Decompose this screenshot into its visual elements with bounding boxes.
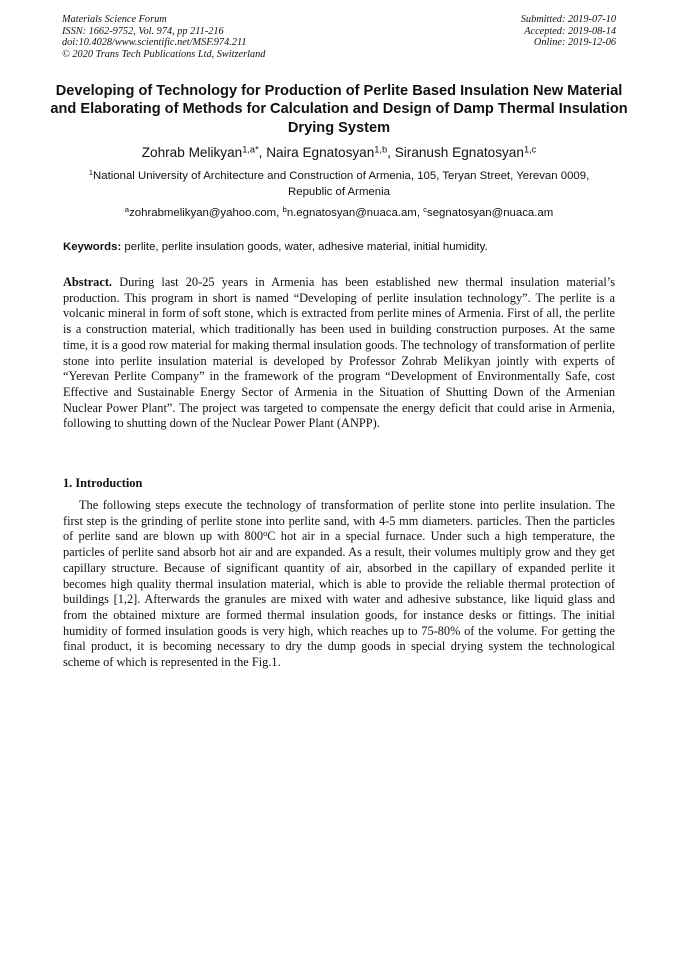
affiliation	[70, 169, 608, 200]
author-separator: ,	[258, 145, 267, 160]
keywords-label: Keywords:	[63, 241, 122, 253]
degree-superscript: o	[263, 529, 268, 539]
email-address[interactable]: segnatosyan@nuaca.am	[427, 207, 554, 219]
affiliation-text: National University of Architecture and Construction of Armenia, 105, Teryan Street, Yerevan 0009, Republic of Armenia	[93, 170, 590, 198]
date-accepted: Accepted: 2019-08-14	[524, 25, 616, 37]
intro-text-part1: The following steps execute the technology of transformation of perlite stone into perlite insulation. The first step is the grinding of perlite stone into perlite sand, with 4-5 mm diameters. particles. Then the particles of perlite sand are blown up with 800	[63, 498, 615, 544]
paper-title: Developing of Technology for Production of Perlite Based Insulation New Material and Elaborating of Methods for Calculation and Design of Damp Thermal Insulation Drying System	[50, 83, 628, 136]
dates-header	[521, 14, 616, 49]
email-address[interactable]: n.egnatosyan@nuaca.am	[286, 207, 417, 219]
author-name: Siranush Egnatosyan	[394, 145, 524, 160]
date-submitted: Submitted: 2019-07-10	[520, 14, 616, 25]
author-list	[50, 144, 628, 162]
author-superscript: 1,a*	[242, 144, 259, 155]
abstract-label: Abstract.	[63, 275, 113, 289]
introduction-paragraph	[63, 498, 615, 671]
author-superscript: 1,b	[374, 144, 388, 155]
affiliation-superscript: 1	[88, 168, 94, 178]
author-name: Zohrab Melikyan	[141, 145, 243, 160]
email-superscript: b	[282, 205, 287, 215]
email-superscript: c	[423, 205, 428, 215]
email-superscript: a	[124, 205, 130, 215]
email-separator: ,	[416, 207, 424, 219]
keywords	[63, 240, 615, 255]
journal-doi[interactable]: doi:10.4028/www.scientific.net/MSF.974.211	[62, 37, 247, 49]
author-name: Naira Egnatosyan	[266, 145, 375, 160]
journal-name: Materials Science Forum	[62, 14, 167, 25]
intro-text-part2: C hot air in a special furnace. Under such a high temperature, the particles of perlite sand absorb hot air and are expanded. As a result, their volumes multiply grow and they get capillary structure. Because of significant quantity of air, absorbed in the capillary of expanded perlite it becomes high quality thermal insulation material, which is able to provide the reliable thermal protection of buildings [1,2]. Afterwards the granules are mixed with water and adhesive substance, like liquid glass and from the obtained mixture are formed thermal insulation goods, for instance desks or fittings. The initial humidity of formed insulation goods is very high, which reaches up to 75-80% of the volume. For getting the final product, it is becoming necessary to dry the dump goods in special drying system the technological scheme of which is represented in the Fig.1.	[63, 529, 615, 670]
author-superscript: 1,c	[523, 144, 537, 155]
author-emails	[50, 206, 628, 221]
email-address[interactable]: zohrabmelikyan@yahoo.com	[129, 207, 277, 219]
journal-header	[62, 14, 265, 60]
journal-copyright: © 2020 Trans Tech Publications Ltd, Switzerland	[62, 48, 266, 60]
date-online: Online: 2019-12-06	[533, 37, 616, 49]
abstract	[63, 275, 615, 432]
abstract-text: During last 20-25 years in Armenia has been established new thermal insulation material’s production. This program in short is named “Developing of perlite insulation technology”. The perlite is a volcanic mineral in form of soft stone, which is extracted from perlite mines of Armenia. First of all, the perlite is a construction material, which traditionally has been used in building construction purposes. At the same time, it is a good row material for making thermal insulation goods. The technology of transformation of perlite stone into perlite insulation material is developed by Professor Zohrab Melikyan jointly with experts of “Yerevan Perlite Company” in the framework of the program “Development of Environmentally Safe, cost Effective and Sustainable Energy Sector of Armenia in the Situation of Shutting Down of the Armenian Nuclear Power Plant”. The project was targeted to compensate the energy deficit that could arise in Armenia, following to shutting down of the Nuclear Power Plant (ANPP).	[63, 275, 615, 431]
author-separator: ,	[387, 145, 395, 160]
keywords-text: perlite, perlite insulation goods, water, adhesive material, initial humidity.	[121, 241, 488, 253]
section-heading-introduction: 1. Introduction	[63, 476, 143, 490]
email-separator: ,	[276, 207, 283, 219]
journal-issn: ISSN: 1662-9752, Vol. 974, pp 211-216	[62, 25, 224, 37]
